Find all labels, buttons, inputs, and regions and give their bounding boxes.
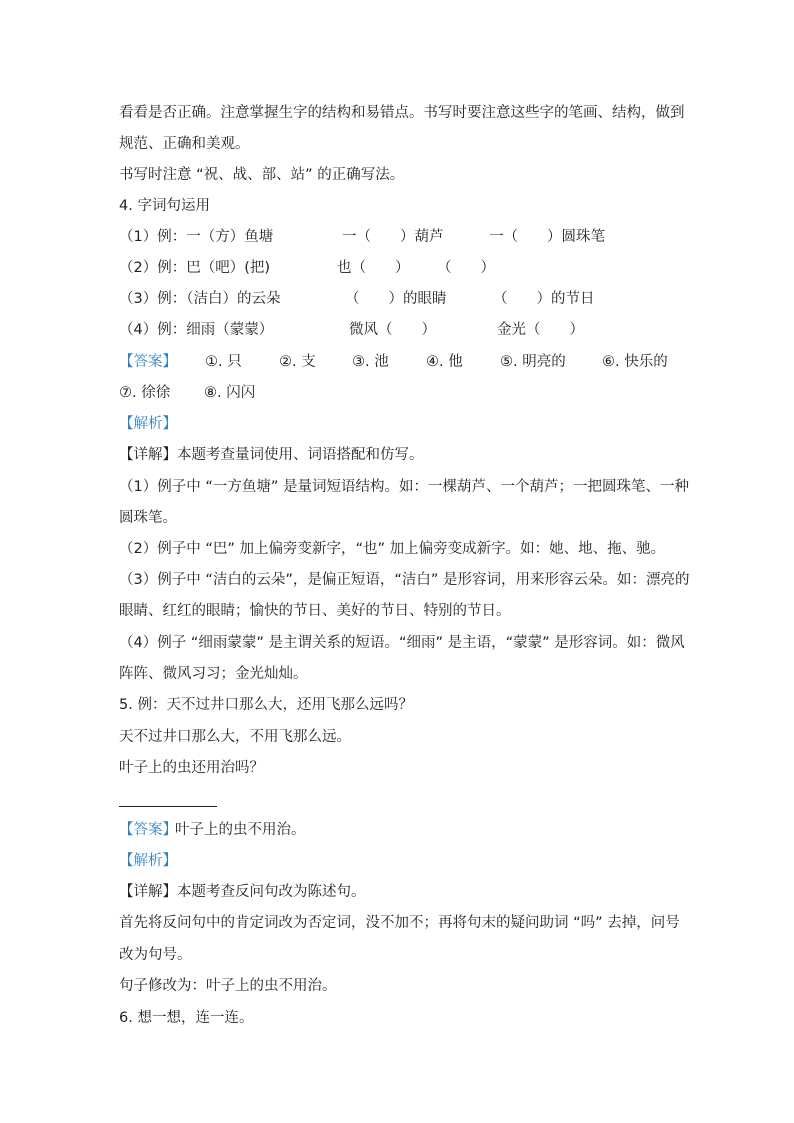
- answer-item: ①. 只: [205, 354, 242, 370]
- q5-analysis-tag: 【解析】: [119, 853, 177, 869]
- q4-detail: 【详解】本题考查量词使用、词语搭配和仿写。: [119, 447, 424, 463]
- q6-title: 6. 想一想，连一连。: [119, 1010, 254, 1026]
- answer-item: ④. 他: [426, 354, 463, 370]
- q5-result: 句子修改为：叶子上的虫不用治。: [119, 978, 337, 994]
- q4-row-2-blank-a: 也（ ）: [337, 260, 410, 276]
- answer-tag: 【答案】: [119, 354, 177, 370]
- q4-row-4-blank-a: 微风（ ）: [349, 322, 436, 338]
- q4-row-1-example: （1）例：一（方）鱼塘: [119, 229, 274, 245]
- intro-line-3: 书写时注意 “祝、战、部、站” 的正确写法。: [119, 167, 405, 183]
- q5-title: 5. 例：天不过井口那么大，还用飞那么远吗？: [119, 697, 413, 713]
- answer-tag: 【答案】: [119, 822, 177, 838]
- answer-item: ⑧. 闪闪: [204, 385, 256, 401]
- q4-row-4-example: （4）例：细雨（蒙蒙）: [119, 322, 274, 338]
- q4-row-1-blank-b: 一（ ）圆珠笔: [489, 229, 605, 245]
- intro-line-1: 看看是否正确。注意掌握生字的结构和易错点。书写时要注意这些字的笔画、结构，做到: [119, 105, 685, 121]
- intro-line-2: 规范、正确和美观。: [119, 136, 250, 152]
- q5-question: 叶子上的虫还用治吗？: [119, 760, 264, 776]
- answer-item: ⑥. 快乐的: [602, 354, 668, 370]
- q5-exp-b: 改为句号。: [119, 947, 192, 963]
- q4-title: 4. 字词句运用: [119, 198, 210, 214]
- q4-exp-3a: （3）例子中 “洁白的云朵”，是偏正短语，“洁白” 是形容词，用来形容云朵。如：漂亮的: [119, 572, 690, 588]
- q4-exp-4a: （4）例子 “细雨蒙蒙” 是主谓关系的短语。“细雨” 是主语，“蒙蒙” 是形容词。如：微风: [119, 635, 685, 651]
- q4-row-4-blank-b: 金光（ ）: [497, 322, 584, 338]
- q5-example: 天不过井口那么大，不用飞那么远。: [119, 729, 351, 745]
- answer-item: ⑤. 明亮的: [500, 354, 566, 370]
- q4-row-2-blank-b: （ ）: [437, 260, 495, 276]
- q4-exp-1b: 圆珠笔。: [119, 510, 177, 526]
- q4-analysis-tag: 【解析】: [119, 416, 177, 432]
- q4-exp-3b: 眼睛、红红的眼睛；愉快的节日、美好的节日、特别的节日。: [119, 603, 511, 619]
- answer-blank-line: [119, 806, 217, 807]
- q5-exp-a: 首先将反问句中的肯定词改为否定词，没不加不；再将句末的疑问助词 “吗” 去掉，问号: [119, 915, 680, 931]
- q4-row-3-blank-b: （ ）的节日: [493, 291, 595, 307]
- q4-exp-4b: 阵阵、微风习习；金光灿灿。: [119, 666, 308, 682]
- q4-exp-2: （2）例子中 “巴” 加上偏旁变新字，“也” 加上偏旁变成新字。如：她、地、拖、驰。: [119, 541, 666, 557]
- q4-row-2-example: （2）例：巴（吧）(把): [119, 260, 271, 276]
- q5-answer: 叶子上的虫不用治。: [175, 822, 306, 838]
- q4-exp-1a: （1）例子中 “一方鱼塘” 是量词短语结构。如：一棵葫芦、一个葫芦；一把圆珠笔、一种: [119, 479, 689, 495]
- answer-item: ③. 池: [352, 354, 389, 370]
- q4-row-3-example: （3）例：（洁白）的云朵: [119, 291, 281, 307]
- q4-row-3-blank-a: （ ）的眼睛: [345, 291, 447, 307]
- answer-item: ②. 支: [279, 354, 316, 370]
- answer-item: ⑦. 徐徐: [119, 385, 171, 401]
- q4-row-1-blank-a: 一（ ）葫芦: [342, 229, 444, 245]
- q5-detail: 【详解】本题考查反问句改为陈述句。: [119, 884, 366, 900]
